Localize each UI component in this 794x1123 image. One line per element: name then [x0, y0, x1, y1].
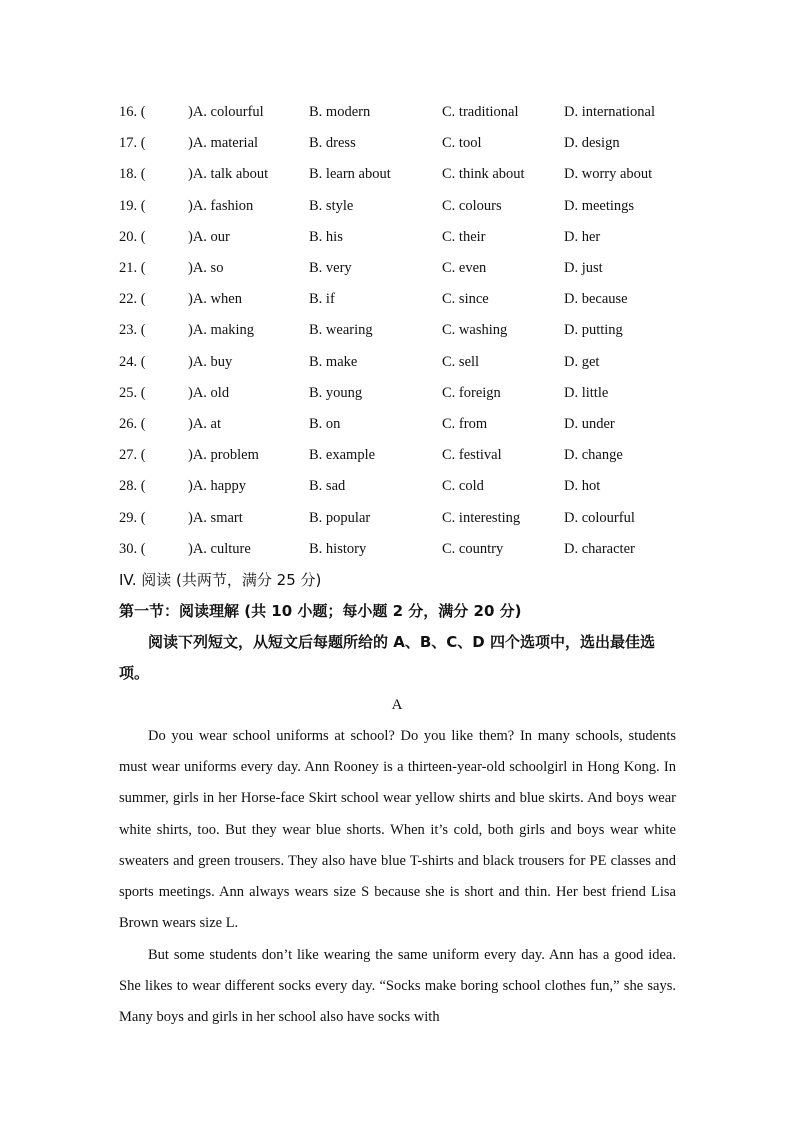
option-b: B. make: [309, 353, 358, 370]
question-row: [0, 163, 794, 185]
option-c: C. even: [442, 260, 487, 276]
subsection-heading: 第一节：阅读理解 (共 10 小题；每小题 2 分，满分 20 分): [119, 602, 522, 620]
option-b: B. style: [309, 197, 354, 214]
question-row: [0, 413, 794, 435]
option-b: B. sad: [309, 478, 346, 495]
option-a: )A. culture: [188, 540, 251, 557]
option-d: D. putting: [564, 322, 623, 339]
question-row: [0, 101, 794, 123]
question-number: 28. (: [119, 478, 146, 495]
option-a: )A. old: [188, 384, 230, 401]
option-c: C. their: [442, 228, 486, 245]
option-d: D. little: [564, 384, 609, 401]
option-a: )A. problem: [188, 447, 259, 464]
option-a: )A. fashion: [188, 197, 254, 214]
option-d: D. meetings: [564, 197, 635, 214]
option-b: B. very: [309, 260, 352, 276]
question-number: 19. (: [119, 197, 146, 214]
question-number: 23. (: [119, 322, 146, 339]
question-number: 25. (: [119, 384, 146, 401]
option-b: B. wearing: [309, 322, 373, 339]
option-b: B. example: [309, 447, 376, 464]
option-c: C. tool: [442, 135, 482, 152]
option-c: C. sell: [442, 353, 480, 370]
question-row: [0, 226, 794, 248]
option-a: )A. material: [188, 135, 259, 152]
question-row: [0, 382, 794, 404]
option-b: B. his: [309, 228, 343, 245]
option-a: )A. our: [188, 228, 230, 245]
option-a: )A. buy: [188, 353, 233, 370]
option-c: C. from: [442, 416, 488, 432]
option-c: C. since: [442, 291, 489, 308]
option-b: B. learn about: [309, 166, 391, 183]
option-a: )A. happy: [188, 478, 246, 495]
option-d: D. design: [564, 135, 620, 152]
option-d: D. just: [564, 260, 603, 276]
option-d: D. get: [564, 353, 600, 370]
option-a: )A. smart: [188, 509, 243, 526]
option-c: C. traditional: [442, 104, 519, 120]
question-row: [0, 319, 794, 341]
question-number: 16. (: [119, 104, 146, 120]
option-a: )A. talk about: [188, 166, 269, 183]
option-a: )A. so: [188, 260, 224, 276]
question-row: [0, 444, 794, 466]
option-c: C. think about: [442, 166, 525, 183]
option-d: D. under: [564, 416, 615, 432]
reading-instructions: 阅读下列短文，从短文后每题所给的 A、B、C、D 四个选项中，选出最佳选项。: [119, 633, 655, 682]
option-b: B. popular: [309, 509, 371, 526]
option-b: B. history: [309, 540, 367, 557]
question-number: 26. (: [119, 416, 146, 432]
question-row: [0, 351, 794, 373]
option-b: B. on: [309, 416, 341, 432]
option-b: B. modern: [309, 104, 371, 120]
option-d: D. character: [564, 540, 635, 557]
option-a: )A. when: [188, 291, 242, 308]
option-c: C. washing: [442, 322, 508, 339]
option-d: D. colourful: [564, 509, 635, 526]
question-row: [0, 475, 794, 497]
option-b: B. young: [309, 384, 363, 401]
option-c: C. country: [442, 540, 504, 557]
question-number: 17. (: [119, 135, 146, 152]
option-a: )A. colourful: [188, 104, 264, 120]
question-number: 24. (: [119, 353, 146, 370]
option-c: C. colours: [442, 197, 502, 214]
passage-paragraph-1: Do you wear school uniforms at school? Do you like them? In many schools, students must wear uniforms every day. Ann Rooney is a thirteen-year-old schoolgirl in Hong Kong. In summer, girls in her Horse-face Skirt school wear yellow shirts and blue skirts. And boys wear white shirts, too. But they wear blue shorts. When it’s cold, both girls and boys wear white sweaters and green trousers. They also have blue T-shirts and black trousers for PE classes and sports meetings. Ann always wears size S because she is short and thin. Her best friend Lisa Brown wears size L.: [119, 728, 676, 932]
question-row: [0, 257, 794, 279]
option-c: C. interesting: [442, 509, 521, 526]
question-row: [0, 132, 794, 154]
option-c: C. cold: [442, 478, 484, 495]
question-row: [0, 507, 794, 529]
question-row: [0, 538, 794, 560]
question-number: 22. (: [119, 291, 146, 308]
option-d: D. hot: [564, 478, 601, 495]
option-a: )A. at: [188, 416, 222, 432]
question-number: 18. (: [119, 166, 146, 183]
option-d: D. international: [564, 104, 656, 120]
passage-paragraph-2: But some students don’t like wearing the same uniform every day. Ann has a good idea. She likes to wear different socks every day. “Socks make boring school clothes fun,” she says. Many boys and girls in her school also have socks with: [119, 947, 676, 1026]
option-a: )A. making: [188, 322, 255, 339]
option-c: C. festival: [442, 447, 502, 464]
question-number: 27. (: [119, 447, 146, 464]
question-number: 20. (: [119, 228, 146, 245]
option-d: D. her: [564, 228, 601, 245]
section-heading: IV. 阅读 (共两节，满分 25 分): [119, 571, 322, 589]
option-d: D. because: [564, 291, 628, 308]
question-row: [0, 195, 794, 217]
question-number: 29. (: [119, 509, 146, 526]
option-b: B. if: [309, 291, 335, 308]
question-row: [0, 288, 794, 310]
question-number: 21. (: [119, 260, 146, 276]
option-b: B. dress: [309, 135, 356, 152]
option-c: C. foreign: [442, 384, 501, 401]
option-d: D. change: [564, 447, 623, 464]
option-d: D. worry about: [564, 166, 653, 183]
passage-title: A: [391, 697, 403, 713]
question-number: 30. (: [119, 540, 146, 557]
